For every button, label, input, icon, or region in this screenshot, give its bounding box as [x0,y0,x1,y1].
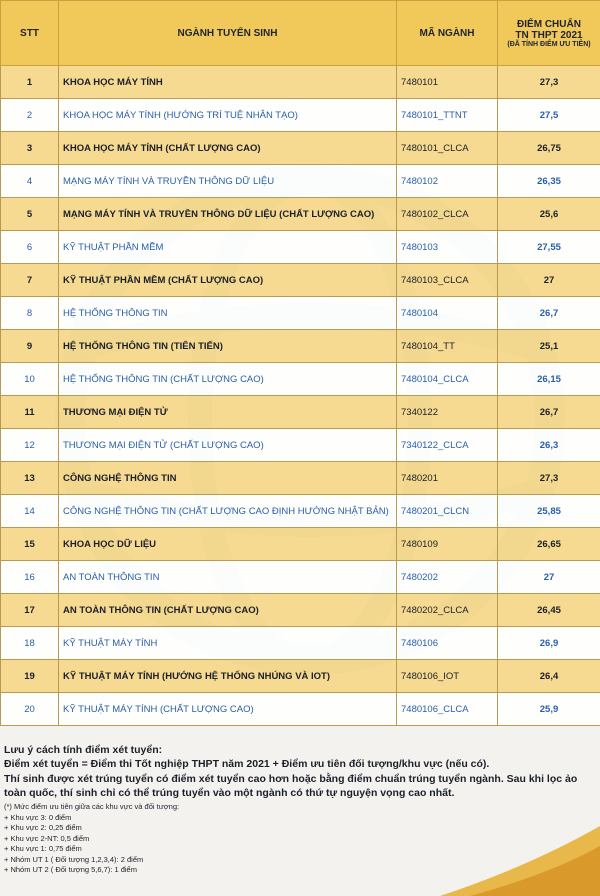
priority-item: + Nhóm UT 2 ( Đối tượng 5,6,7): 1 điểm [4,865,137,874]
header-stt: STT [1,1,59,66]
row-major: KHOA HỌC MÁY TÍNH (CHẤT LƯỢNG CAO) [59,132,397,165]
row-stt: 13 [1,462,59,495]
row-code: 7480102_CLCA [397,198,498,231]
row-stt: 2 [1,99,59,132]
table-row [1,264,600,297]
table-row [1,396,600,429]
row-code: 7340122 [397,396,498,429]
row-code: 7480109 [397,528,498,561]
row-score: 26,75 [498,132,600,165]
row-stt: 19 [1,660,59,693]
row-score: 26,7 [498,396,600,429]
row-code: 7480101 [397,66,498,99]
row-code: 7480202 [397,561,498,594]
table-row [1,528,600,561]
notes-paragraph: Thí sinh được xét trúng tuyển có điểm xét tuyển cao hơn hoặc bằng điểm chuẩn trúng tuyển ngành. Sau khi lọc ảo toàn quốc, thí sinh chỉ có thể trúng tuyển vào một ngành có thứ tự nguyện vọng cao nhất. [4,773,578,799]
table-row [1,132,600,165]
row-stt: 16 [1,561,59,594]
row-code: 7480104_TT [397,330,498,363]
row-major: AN TOÀN THÔNG TIN (CHẤT LƯỢNG CAO) [59,594,397,627]
table-row [1,66,600,99]
row-score: 27,55 [498,231,600,264]
row-code: 7480102 [397,165,498,198]
row-major: CÔNG NGHỆ THÔNG TIN (CHẤT LƯỢNG CAO ĐỊNH HƯỚNG NHẬT BẢN) [59,495,397,528]
row-score: 25,85 [498,495,600,528]
row-stt: 20 [1,693,59,726]
row-stt: 1 [1,66,59,99]
row-score: 25,6 [498,198,600,231]
row-code: 7480103 [397,231,498,264]
row-major: HỆ THỐNG THÔNG TIN (TIÊN TIẾN) [59,330,397,363]
row-major: KHOA HỌC MÁY TÍNH (HƯỚNG TRÍ TUỆ NHÂN TẠO) [59,99,397,132]
priority-item: + Khu vực 2: 0,25 điểm [4,823,82,832]
row-stt: 17 [1,594,59,627]
decorative-swoosh-icon [440,826,600,896]
row-score: 25,9 [498,693,600,726]
row-major: KỸ THUẬT PHẦN MỀM [59,231,397,264]
row-stt: 11 [1,396,59,429]
row-stt: 7 [1,264,59,297]
table-row [1,561,600,594]
table-row [1,297,600,330]
row-stt: 5 [1,198,59,231]
row-stt: 12 [1,429,59,462]
row-stt: 15 [1,528,59,561]
row-score: 27,5 [498,99,600,132]
table-row [1,198,600,231]
row-score: 26,35 [498,165,600,198]
row-major: KỸ THUẬT PHẦN MỀM (CHẤT LƯỢNG CAO) [59,264,397,297]
row-stt: 10 [1,363,59,396]
row-major: KHOA HỌC DỮ LIỆU [59,528,397,561]
table-row [1,165,600,198]
row-code: 7480202_CLCA [397,594,498,627]
table-row [1,330,600,363]
row-major: KỸ THUẬT MÁY TÍNH (HƯỚNG HỆ THỐNG NHÚNG VÀ IOT) [59,660,397,693]
row-score: 26,45 [498,594,600,627]
table-body [1,66,600,726]
row-stt: 18 [1,627,59,660]
row-code: 7480104_CLCA [397,363,498,396]
row-stt: 14 [1,495,59,528]
row-code: 7480101_TTNT [397,99,498,132]
table-row [1,627,600,660]
table-row [1,231,600,264]
priority-item: + Nhóm UT 1 ( Đối tượng 1,2,3,4): 2 điểm [4,854,144,864]
row-stt: 4 [1,165,59,198]
header-score-line2: TN THPT 2021 [515,29,583,41]
notes-small-intro: (*) Mức điểm ưu tiên giữa các khu vực và đối tượng: [4,802,180,811]
row-stt: 8 [1,297,59,330]
header-score [498,1,600,66]
row-code: 7480101_CLCA [397,132,498,165]
table-row [1,363,600,396]
header-major: NGÀNH TUYỂN SINH [59,1,397,66]
row-major: THƯƠNG MẠI ĐIỆN TỬ [59,396,397,429]
header-score-line3: (ĐÃ TÍNH ĐIỂM ƯU TIÊN) [507,40,591,48]
row-major: KỸ THUẬT MÁY TÍNH (CHẤT LƯỢNG CAO) [59,693,397,726]
row-score: 27 [498,264,600,297]
row-major: HỆ THỐNG THÔNG TIN [59,297,397,330]
table-row [1,429,600,462]
row-major: HỆ THỐNG THÔNG TIN (CHẤT LƯỢNG CAO) [59,363,397,396]
row-score: 26,4 [498,660,600,693]
row-score: 25,1 [498,330,600,363]
table-row [1,660,600,693]
row-code: 7480103_CLCA [397,264,498,297]
row-score: 26,7 [498,297,600,330]
row-major: KỸ THUẬT MÁY TÍNH [59,627,397,660]
row-major: MẠNG MÁY TÍNH VÀ TRUYỀN THÔNG DỮ LIỆU [59,165,397,198]
priority-item: + Khu vực 2-NT: 0,5 điểm [4,833,90,843]
row-code: 7480106 [397,627,498,660]
table-row [1,99,600,132]
table-row [1,594,600,627]
priority-item: + Khu vực 1: 0,75 điểm [4,844,82,853]
table-row [1,693,600,726]
row-major: CÔNG NGHỆ THÔNG TIN [59,462,397,495]
row-major: MẠNG MÁY TÍNH VÀ TRUYỀN THÔNG DỮ LIỆU (CHẤT LƯỢNG CAO) [59,198,397,231]
row-code: 7340122_CLCA [397,429,498,462]
row-code: 7480201 [397,462,498,495]
row-code: 7480201_CLCN [397,495,498,528]
priority-item: + Khu vực 3: 0 điểm [4,812,72,822]
table-row [1,495,600,528]
row-score: 26,65 [498,528,600,561]
row-stt: 9 [1,330,59,363]
row-stt: 3 [1,132,59,165]
notes-formula: Điểm xét tuyển = Điểm thi Tốt nghiệp THPT năm 2021 + Điểm ưu tiên đối tượng/khu vực (nếu có). [4,758,490,770]
row-score: 26,15 [498,363,600,396]
row-major: AN TOÀN THÔNG TIN [59,561,397,594]
row-code: 7480104 [397,297,498,330]
row-score: 27,3 [498,462,600,495]
row-code: 7480106_IOT [397,660,498,693]
row-major: KHOA HỌC MÁY TÍNH [59,66,397,99]
row-score: 27,3 [498,66,600,99]
table-header-row [1,1,600,66]
row-score: 27 [498,561,600,594]
notes-title: Lưu ý cách tính điểm xét tuyển: [4,744,163,756]
header-score-line1: ĐIỂM CHUẨN [517,18,581,30]
header-code: MÃ NGÀNH [397,1,498,66]
row-score: 26,3 [498,429,600,462]
row-stt: 6 [1,231,59,264]
row-code: 7480106_CLCA [397,693,498,726]
table-row [1,462,600,495]
row-score: 26,9 [498,627,600,660]
row-major: THƯƠNG MẠI ĐIỆN TỬ (CHẤT LƯỢNG CAO) [59,429,397,462]
